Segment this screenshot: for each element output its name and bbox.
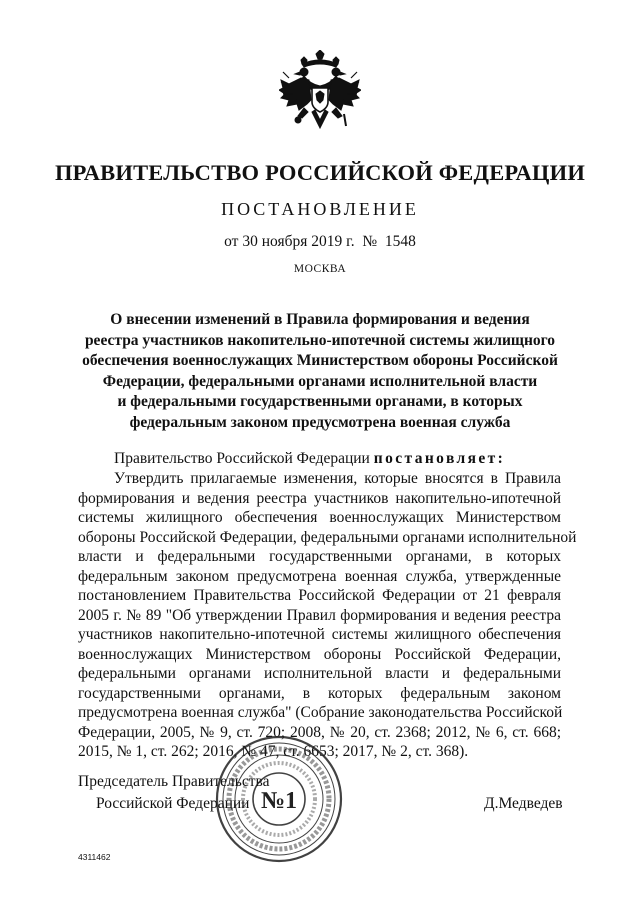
body-line: 2015, № 1, ст. 262; 2016, № 47, ст. 6653; 2017, № 2, ст. 368). <box>78 743 469 760</box>
body-line: федеральным законом предусмотрена военная служба, утвержденные <box>78 567 561 585</box>
body-line: обороны Российской Федерации, федеральными органами исполнительной <box>78 528 577 546</box>
serial-number: 4311462 <box>78 852 111 862</box>
government-name: ПРАВИТЕЛЬСТВО РОССИЙСКОЙ ФЕДЕРАЦИИ <box>54 160 586 185</box>
title-line: федеральным законом предусмотрена военная служба <box>129 413 511 431</box>
title-line: Федерации, федеральными органами исполнительной власти <box>102 372 538 390</box>
official-seal-stamp-icon <box>213 733 345 865</box>
title-line: О внесении изменений в Правила формирования и ведения <box>110 311 530 328</box>
double-headed-eagle-emblem-icon <box>279 50 361 138</box>
title-line: обеспечения военнослужащих Министерством обороны Российской <box>82 352 558 369</box>
intro-paragraph <box>114 450 505 468</box>
body-line: 2005 г. № 89 "Об утверждении Правил формирования и ведения реестра <box>78 606 561 624</box>
body-line: предусмотрена военная служба" (Собрание законодательства Российской <box>78 704 563 721</box>
body-line: военнослужащих Министерством обороны Российской Федерации, <box>78 645 561 663</box>
body-line: федеральными органами исполнительной власти и федеральными <box>78 665 561 682</box>
document-city: МОСКВА <box>293 263 347 275</box>
stamp-number: №1 <box>260 788 298 814</box>
intro-text: Правительство Российской Федерации <box>114 450 374 467</box>
intro-resolves: постановляет: <box>373 450 506 467</box>
signature-position-line1: Председатель Правительства <box>78 773 270 790</box>
document-title <box>60 310 580 433</box>
body-line: Федерации, 2005, № 9, ст. 720; 2008, № 20, ст. 2368; 2012, № 6, ст. 668; <box>78 723 561 741</box>
signature-position-line2: Российской Федерации <box>96 795 250 812</box>
title-line: реестра участников накопительно-ипотечной системы жилищного <box>84 331 556 349</box>
body-line: системы жилищного обеспечения военнослужащих Министерством <box>78 509 561 526</box>
body-line: государственными органами, в которых федеральным законом <box>78 684 561 702</box>
title-line: и федеральными государственными органами, в которых <box>117 393 523 410</box>
signature-name: Д.Медведев <box>484 795 563 812</box>
document-type: ПОСТАНОВЛЕНИЕ <box>221 199 419 219</box>
document-date-number: от 30 ноября 2019 г. № 1548 <box>224 233 416 250</box>
body-line: власти и федеральными государственными органами, в которых <box>78 548 561 565</box>
body-line: Утвердить прилагаемые изменения, которые вносятся в Правила <box>114 470 561 487</box>
body-line: постановлением Правительства Российской Федерации от 21 февраля <box>78 587 561 604</box>
body-line: формирования и ведения реестра участников накопительно-ипотечной <box>78 489 561 507</box>
body-paragraph <box>78 469 577 762</box>
body-line: участников накопительно-ипотечной системы жилищного обеспечения <box>78 626 561 643</box>
